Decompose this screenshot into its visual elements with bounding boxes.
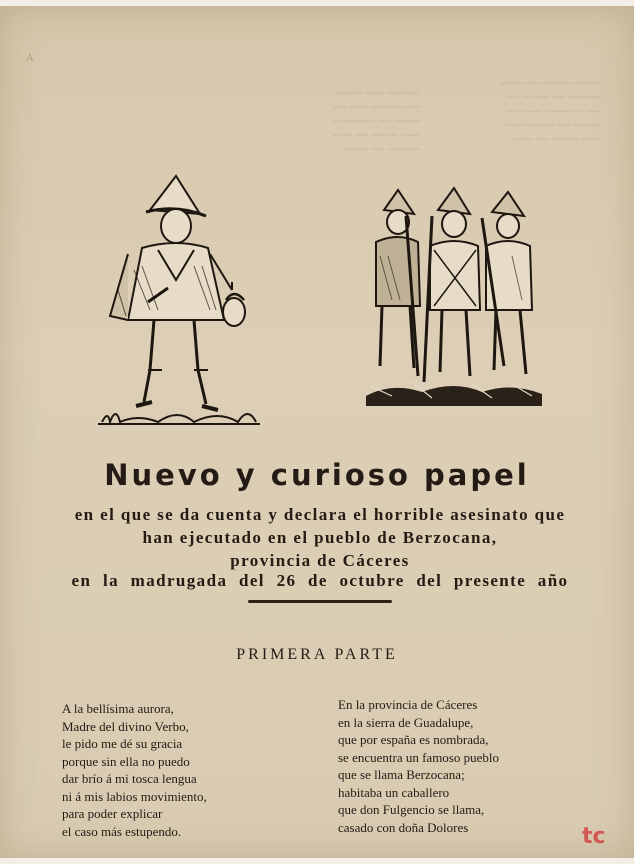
subtitle-line-1: en el que se da cuenta y declara el horrible asesinato que <box>74 505 566 524</box>
woodcut-soldiers-illustration <box>362 186 546 408</box>
verse-line: en la sierra de Guadalupe, <box>338 714 474 730</box>
verse-line: Madre del divino Verbo, <box>62 718 189 734</box>
verse-line: que don Fulgencio se llama, <box>338 802 485 817</box>
verse-column-left <box>62 700 207 840</box>
woodcut-executioner-illustration <box>98 170 260 428</box>
subtitle-line-3: provincia de Cáceres <box>230 551 410 570</box>
verse-line: le pido me dé su gracia <box>62 736 183 751</box>
page-title: Nuevo y curioso papel <box>104 458 530 492</box>
verse-line: que se llama Berzocana; <box>338 767 465 782</box>
section-heading: PRIMERA PARTE <box>236 646 398 663</box>
verse-line: dar brío á mi tosca lengua <box>62 771 197 786</box>
verse-line: En la provincia de Cáceres <box>338 697 478 712</box>
verse-line: el caso más estupendo. <box>62 823 182 839</box>
subtitle-line-2: han ejecutado en el pueblo de Berzocana, <box>142 528 498 547</box>
bleed-through-text: ~~~~~ ~~~ ~~~~ ~~ ~~~~~ ~~~ ~~ ~~~~ ~~ ~~~~~ ~ ~~~ ~~~~ ~~ ~~~ ~~~~~ ~~ ~~~~ <box>333 86 420 156</box>
subtitle-line-4: en la madrugada del 26 de octubre del presente año <box>71 571 569 590</box>
verse-line: casado con doña Dolores <box>338 819 469 835</box>
verse-line: para poder explicar <box>62 806 163 821</box>
verse-line: que por españa es nombrada, <box>338 732 489 747</box>
verse-line: ni á mis labios movimiento, <box>62 788 207 804</box>
paper-sheet <box>0 6 634 858</box>
verse-column-right <box>338 696 499 836</box>
bleed-through-text: ~~~~ ~~~~~ ~~ ~~~ ~~~~~ ~~ ~~~~ ~~ ~~ ~~~~~~ ~~~~ ~ ~~~~ ~~ ~~~~~ ~~ ~~~ ~~~~ ~~ ~~~ <box>500 76 600 146</box>
verse-line: A la bellísima aurora, <box>62 701 174 716</box>
watermark-logo: tc <box>582 824 606 849</box>
verse-line: habitaba un caballero <box>338 784 450 800</box>
verse-line: se encuentra un famoso pueblo <box>338 749 500 765</box>
corner-mark: A <box>26 52 34 64</box>
ornamental-divider <box>248 600 392 603</box>
verse-line: porque sin ella no puedo <box>62 753 190 769</box>
